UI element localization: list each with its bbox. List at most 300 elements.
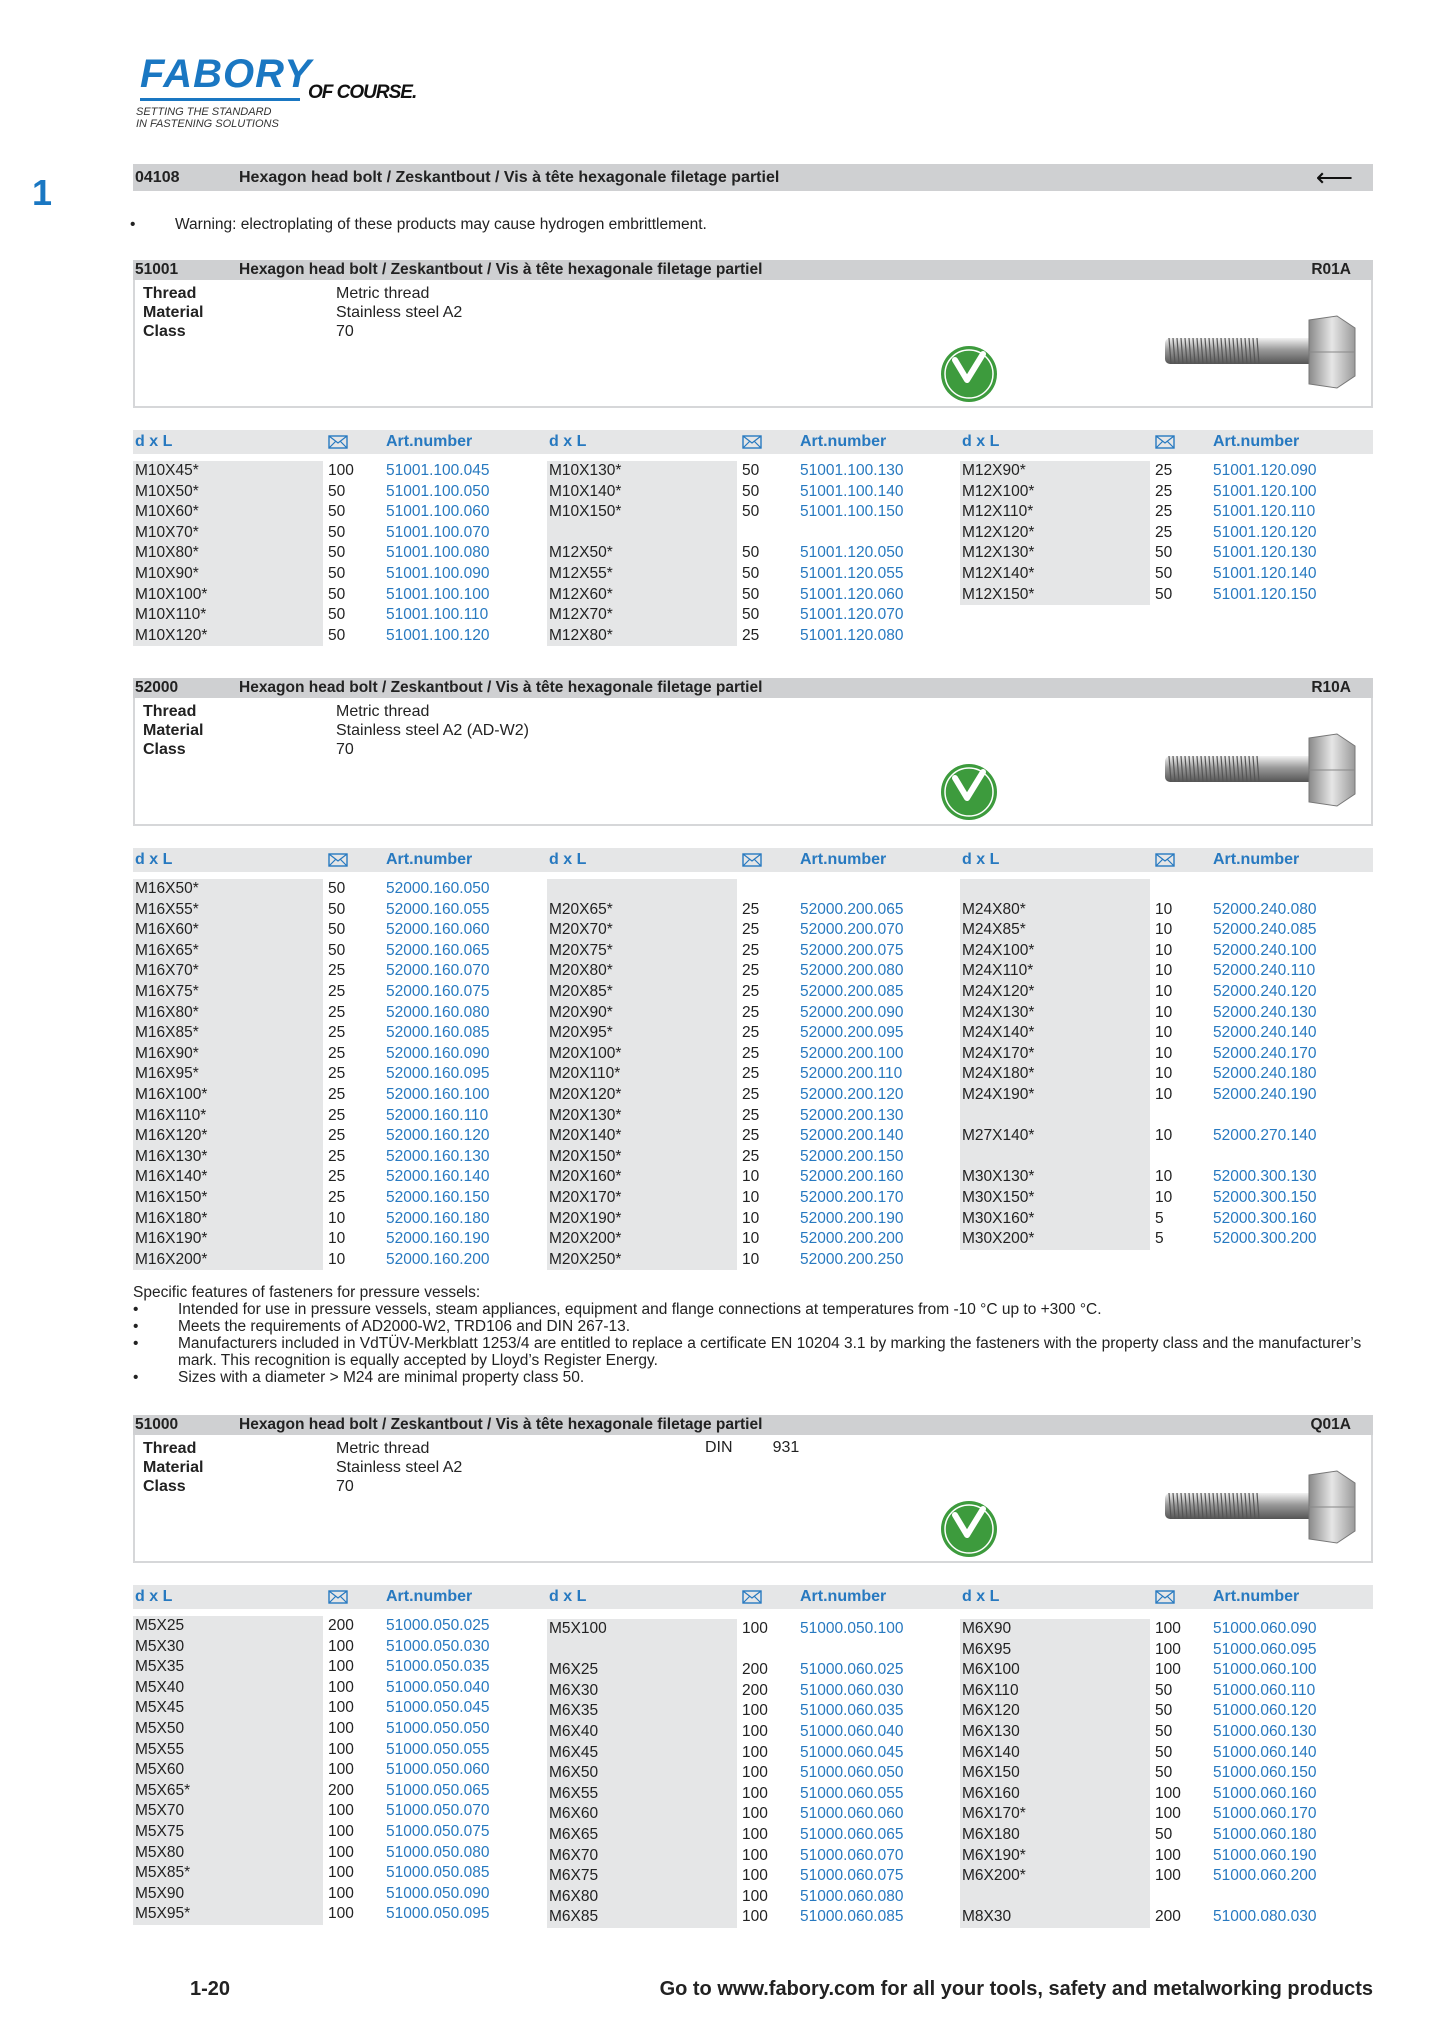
table-row — [960, 1825, 1360, 1846]
article-number-link[interactable]: 51000.060.160 — [1213, 1784, 1317, 1802]
article-number-link[interactable]: 52000.200.070 — [800, 921, 904, 939]
size-dxl: M10X60* — [135, 503, 199, 521]
size-dxl: M6X30 — [549, 1681, 599, 1699]
table-row — [133, 1126, 533, 1147]
size-dxl: M5X25 — [135, 1617, 185, 1634]
article-number-link[interactable]: 51001.120.110 — [1213, 503, 1316, 521]
pack-quantity: 50 — [1155, 585, 1173, 603]
envelope-icon — [742, 435, 762, 449]
pack-quantity: 100 — [328, 1699, 354, 1717]
article-number-link[interactable]: 51001.100.045 — [386, 462, 490, 479]
size-dxl: M12X70* — [549, 606, 613, 624]
article-number-link[interactable]: 52000.200.170 — [800, 1188, 904, 1206]
article-number-link[interactable]: 51001.100.100 — [386, 585, 490, 603]
size-dxl: M16X90* — [135, 1044, 199, 1062]
article-number-link[interactable]: 52000.200.110 — [800, 1065, 903, 1083]
article-number-link[interactable]: 52000.270.140 — [1213, 1127, 1317, 1145]
article-number-link[interactable]: 52000.240.170 — [1213, 1044, 1317, 1062]
pack-quantity: 100 — [1155, 1661, 1181, 1679]
column-header-dxl: d x L — [549, 1588, 587, 1605]
article-number-link[interactable]: 52000.200.085 — [800, 982, 904, 1000]
logo-tagline — [136, 106, 279, 130]
article-number-link[interactable]: 51001.120.130 — [1213, 544, 1317, 562]
article-number-link[interactable]: 51000.050.090 — [386, 1884, 490, 1902]
article-number-link[interactable]: 52000.200.150 — [800, 1147, 904, 1165]
table-row — [960, 1660, 1360, 1681]
size-dxl: M12X60* — [549, 585, 613, 603]
article-number-link[interactable]: 52000.160.080 — [386, 1003, 490, 1021]
size-dxl: M6X25 — [549, 1661, 599, 1679]
article-number-link[interactable]: 52000.200.130 — [800, 1106, 904, 1124]
table-row — [960, 900, 1360, 921]
article-number-link[interactable]: 52000.160.140 — [386, 1168, 490, 1186]
article-number-link[interactable]: 51000.060.090 — [1213, 1620, 1317, 1637]
column-header-dxl: d x L — [962, 1588, 1000, 1605]
article-number-link[interactable]: 52000.160.060 — [386, 921, 490, 939]
size-dxl: M16X50* — [135, 880, 199, 897]
article-number-link[interactable]: 51001.120.100 — [1213, 482, 1317, 500]
size-dxl: M24X180* — [962, 1065, 1035, 1083]
product-spec-box — [133, 1435, 1373, 1563]
table-row — [547, 1064, 947, 1085]
article-number-link[interactable]: 52000.200.160 — [800, 1168, 904, 1186]
size-dxl: M12X150* — [962, 585, 1035, 603]
size-dxl: M6X150 — [962, 1764, 1020, 1782]
bullet-icon: • — [133, 1335, 139, 1352]
feature-item: • Manufacturers included in VdTÜV-Merkblatt 1253/4 are entitled to replace a certificate EN 10204 3.1 by marking the fasteners with the property class and the manufacturer’s mark. This recognition is equally accepted by Lloyd’s Register Energy. — [133, 1335, 1362, 1369]
article-number-link[interactable]: 52000.240.100 — [1213, 941, 1317, 959]
table-row — [133, 1023, 533, 1044]
pack-quantity: 100 — [328, 1802, 354, 1820]
column-header-dxl: d x L — [135, 433, 173, 450]
article-number-link[interactable]: 51000.050.055 — [386, 1740, 490, 1758]
table-column-headers — [133, 848, 1373, 872]
pack-quantity: 10 — [742, 1230, 760, 1248]
pack-quantity: 100 — [742, 1702, 768, 1720]
article-number-link[interactable]: 51000.060.095 — [1213, 1640, 1317, 1658]
table-row — [133, 1698, 533, 1719]
size-dxl: M10X100* — [135, 585, 208, 603]
article-number-link[interactable]: 52000.200.250 — [800, 1250, 904, 1268]
size-dxl: M24X85* — [962, 921, 1026, 939]
article-number-link[interactable]: 51000.060.055 — [800, 1784, 904, 1802]
pack-quantity: 200 — [1155, 1908, 1181, 1926]
article-number-link[interactable]: 52000.200.090 — [800, 1003, 904, 1021]
article-number-link[interactable]: 52000.160.055 — [386, 900, 490, 918]
article-number-link[interactable]: 51000.050.100 — [800, 1620, 904, 1637]
pack-quantity: 25 — [328, 1024, 346, 1042]
article-number-link[interactable]: 51000.060.025 — [800, 1661, 904, 1679]
table-row — [547, 1188, 947, 1209]
size-dxl: M20X170* — [549, 1188, 622, 1206]
article-number-link[interactable]: 52000.240.180 — [1213, 1065, 1317, 1083]
envelope-icon — [328, 853, 348, 867]
article-number-link[interactable]: 51001.120.060 — [800, 585, 904, 603]
table-row — [133, 1106, 533, 1127]
article-number-link[interactable]: 51000.060.050 — [800, 1764, 904, 1782]
pack-quantity: 100 — [742, 1846, 768, 1864]
article-number-link[interactable]: 52000.240.120 — [1213, 982, 1317, 1000]
product-table-column — [133, 1616, 533, 1925]
article-number-link[interactable]: 52000.240.130 — [1213, 1003, 1317, 1021]
article-number-link[interactable]: 51000.060.060 — [800, 1805, 904, 1823]
article-number-link[interactable]: 51001.100.080 — [386, 544, 490, 562]
article-number-link[interactable]: 52000.160.120 — [386, 1127, 490, 1145]
article-number-link[interactable]: 52000.200.065 — [800, 900, 904, 918]
size-dxl: M16X55* — [135, 900, 199, 918]
article-number-link[interactable]: 51001.100.120 — [386, 626, 490, 644]
column-header-art: Art.number — [1213, 433, 1300, 450]
article-number-link[interactable]: 51000.060.130 — [1213, 1722, 1317, 1740]
pack-quantity: 100 — [328, 1637, 354, 1655]
product-properties — [143, 284, 462, 341]
article-number-link[interactable]: 52000.240.080 — [1213, 900, 1317, 918]
size-dxl: M16X95* — [135, 1065, 199, 1083]
article-number-link[interactable]: 52000.160.130 — [386, 1147, 490, 1165]
article-number-link[interactable]: 51001.120.070 — [800, 606, 904, 624]
property-value: Metric thread — [336, 1440, 430, 1457]
article-number-link[interactable]: 52000.300.160 — [1213, 1209, 1317, 1227]
size-dxl: M16X110* — [135, 1106, 207, 1124]
table-row — [547, 1619, 947, 1640]
table-row — [960, 1188, 1360, 1209]
article-number-link[interactable]: 51001.120.055 — [800, 564, 904, 582]
pack-quantity: 50 — [328, 941, 346, 959]
product-code: 52000 — [135, 679, 179, 696]
article-number-link[interactable]: 51000.060.120 — [1213, 1702, 1317, 1720]
article-number-link[interactable]: 52000.160.190 — [386, 1230, 490, 1248]
article-number-link[interactable]: 51001.100.050 — [386, 482, 490, 500]
table-row — [133, 564, 533, 585]
size-dxl: M6X60 — [549, 1805, 599, 1823]
product-table-column — [547, 461, 947, 646]
column-header-dxl: d x L — [962, 433, 1000, 450]
product-header — [133, 260, 1373, 280]
article-number-link[interactable]: 52000.160.090 — [386, 1044, 490, 1062]
size-dxl: M12X55* — [549, 564, 613, 582]
article-number-link[interactable]: 52000.160.085 — [386, 1024, 490, 1042]
size-dxl: M6X70 — [549, 1846, 599, 1864]
article-number-link[interactable]: 51000.060.045 — [800, 1743, 904, 1761]
article-number-link[interactable]: 51000.050.045 — [386, 1699, 490, 1717]
size-dxl: M6X100 — [962, 1661, 1020, 1679]
article-number-link[interactable]: 51000.050.075 — [386, 1822, 490, 1840]
size-dxl: M20X100* — [549, 1044, 622, 1062]
article-number-link[interactable]: 52000.240.085 — [1213, 921, 1317, 939]
pack-quantity: 10 — [1155, 982, 1173, 1000]
article-number-link[interactable]: 52000.160.200 — [386, 1250, 490, 1268]
article-number-link[interactable]: 52000.160.110 — [386, 1106, 489, 1124]
article-number-link[interactable]: 52000.160.180 — [386, 1209, 490, 1227]
article-number-link[interactable]: 52000.200.200 — [800, 1230, 904, 1248]
pack-quantity: 50 — [328, 544, 346, 562]
table-row — [547, 1003, 947, 1024]
pack-quantity: 50 — [328, 900, 346, 918]
property-label: Class — [143, 323, 186, 340]
din-label: DIN — [705, 1439, 733, 1456]
property-row — [143, 702, 529, 721]
table-row — [547, 1106, 947, 1127]
article-number-link[interactable]: 51000.060.070 — [800, 1846, 904, 1864]
table-row — [133, 900, 533, 921]
size-dxl: M30X150* — [962, 1188, 1035, 1206]
arrow-left-icon[interactable]: ⟵ — [1315, 162, 1353, 192]
table-row — [960, 1023, 1360, 1044]
pack-quantity: 25 — [328, 1168, 346, 1186]
article-number-link[interactable]: 51001.100.140 — [800, 482, 904, 500]
article-number-link[interactable]: 51001.120.120 — [1213, 523, 1317, 541]
size-dxl: M6X85 — [549, 1908, 599, 1926]
article-number-link[interactable]: 52000.160.100 — [386, 1085, 490, 1103]
property-row — [143, 303, 462, 322]
article-number-link[interactable]: 52000.200.075 — [800, 941, 904, 959]
article-number-link[interactable]: 52000.160.065 — [386, 941, 490, 959]
article-number-link[interactable]: 51000.060.035 — [800, 1702, 904, 1720]
article-number-link[interactable]: 52000.200.190 — [800, 1209, 904, 1227]
table-row — [547, 543, 947, 564]
pack-quantity: 50 — [742, 482, 760, 500]
property-label: Thread — [143, 703, 197, 720]
pack-quantity: 50 — [1155, 544, 1173, 562]
pack-quantity: 100 — [328, 1658, 354, 1676]
article-number-link[interactable]: 51000.050.080 — [386, 1843, 490, 1861]
product-spec-box — [133, 280, 1373, 408]
size-dxl: M20X150* — [549, 1147, 622, 1165]
pack-quantity: 10 — [1155, 1127, 1173, 1145]
rohs-badge-icon — [939, 1499, 999, 1559]
table-row — [133, 1250, 533, 1271]
column-header-dxl: d x L — [549, 433, 587, 450]
column-header-art: Art.number — [386, 851, 473, 868]
table-row — [133, 1904, 533, 1925]
pack-quantity: 50 — [742, 544, 760, 562]
article-number-link[interactable]: 51001.120.090 — [1213, 462, 1317, 479]
size-dxl: M10X90* — [135, 564, 199, 582]
table-row — [960, 523, 1360, 544]
size-dxl: M5X95* — [135, 1905, 191, 1923]
article-number-link[interactable]: 52000.160.070 — [386, 962, 490, 980]
article-number-link[interactable]: 51000.060.110 — [1213, 1681, 1316, 1699]
property-value: Metric thread — [336, 703, 430, 720]
article-number-link[interactable]: 51000.050.025 — [386, 1617, 490, 1634]
article-number-link[interactable]: 51001.120.050 — [800, 544, 904, 562]
article-number-link[interactable]: 51000.060.080 — [800, 1887, 904, 1905]
pack-quantity: 25 — [742, 941, 760, 959]
article-number-link[interactable]: 51001.100.090 — [386, 564, 490, 582]
article-number-link[interactable]: 51001.100.060 — [386, 503, 490, 521]
size-dxl: M20X120* — [549, 1085, 622, 1103]
article-number-link[interactable]: 52000.300.150 — [1213, 1188, 1317, 1206]
size-dxl: M20X110* — [549, 1065, 621, 1083]
pack-quantity: 50 — [1155, 1764, 1173, 1782]
size-dxl: M24X140* — [962, 1024, 1035, 1042]
article-number-link[interactable]: 51000.050.095 — [386, 1905, 490, 1923]
article-number-link[interactable]: 51000.050.050 — [386, 1719, 490, 1737]
size-dxl: M20X65* — [549, 900, 613, 918]
size-dxl: M6X50 — [549, 1764, 599, 1782]
features-heading: Specific features of fasteners for pressure vessels: — [133, 1284, 481, 1301]
pack-quantity: 50 — [1155, 1722, 1173, 1740]
size-dxl: M10X45* — [135, 462, 199, 479]
article-number-link[interactable]: 52000.200.100 — [800, 1044, 904, 1062]
column-header-dxl: d x L — [549, 851, 587, 868]
article-number-link[interactable]: 51000.050.030 — [386, 1637, 490, 1655]
pack-quantity: 50 — [328, 880, 346, 897]
pack-quantity: 25 — [742, 626, 760, 644]
size-dxl: M12X110* — [962, 503, 1034, 521]
article-number-link[interactable]: 52000.200.120 — [800, 1085, 904, 1103]
table-row — [547, 1085, 947, 1106]
article-number-link[interactable]: 51000.060.100 — [1213, 1661, 1317, 1679]
article-number-link[interactable]: 52000.160.095 — [386, 1065, 490, 1083]
warning-note — [130, 216, 707, 234]
tagline-line-1: SETTING THE STANDARD — [136, 106, 272, 118]
envelope-icon — [742, 1590, 762, 1604]
article-number-link[interactable]: 51000.050.070 — [386, 1802, 490, 1820]
article-number-link[interactable]: 51000.060.030 — [800, 1681, 904, 1699]
article-number-link[interactable]: 52000.200.095 — [800, 1024, 904, 1042]
article-number-link[interactable]: 52000.300.130 — [1213, 1168, 1317, 1186]
size-dxl: M10X120* — [135, 626, 208, 644]
table-row — [547, 1209, 947, 1230]
table-row — [133, 1188, 533, 1209]
size-dxl: M30X130* — [962, 1168, 1035, 1186]
article-number-link[interactable]: 52000.160.075 — [386, 982, 490, 1000]
pack-quantity: 50 — [328, 564, 346, 582]
hex-bolt-image — [1159, 312, 1359, 392]
article-number-link[interactable]: 51001.120.140 — [1213, 564, 1317, 582]
pack-quantity: 100 — [1155, 1846, 1181, 1864]
column-header-art: Art.number — [1213, 1588, 1300, 1605]
article-number-link[interactable]: 51000.060.085 — [800, 1908, 904, 1926]
size-dxl: M16X200* — [135, 1250, 208, 1268]
pack-quantity: 100 — [328, 1761, 354, 1779]
pack-quantity: 100 — [1155, 1640, 1181, 1658]
pack-quantity: 10 — [1155, 1188, 1173, 1206]
article-number-link[interactable]: 51000.060.040 — [800, 1722, 904, 1740]
article-number-link[interactable]: 52000.240.110 — [1213, 962, 1316, 980]
pack-quantity: 25 — [328, 1065, 346, 1083]
article-number-link[interactable]: 51001.100.150 — [800, 503, 904, 521]
size-dxl: M16X190* — [135, 1230, 208, 1248]
size-dxl: M5X100 — [549, 1620, 607, 1637]
table-row — [133, 585, 533, 606]
article-number-link[interactable]: 51000.050.085 — [386, 1864, 490, 1882]
table-row — [547, 461, 947, 482]
hex-bolt-image — [1159, 1467, 1359, 1547]
article-number-link[interactable]: 51001.100.070 — [386, 523, 490, 541]
size-dxl: M5X65* — [135, 1781, 191, 1799]
table-row — [960, 1681, 1360, 1702]
table-row — [547, 585, 947, 606]
table-row — [960, 1167, 1360, 1188]
pack-quantity: 10 — [742, 1168, 760, 1186]
pack-quantity: 25 — [328, 1106, 346, 1124]
article-number-link[interactable]: 52000.200.080 — [800, 962, 904, 980]
pack-quantity: 100 — [742, 1722, 768, 1740]
size-dxl: M6X95 — [962, 1640, 1012, 1658]
property-label: Class — [143, 741, 186, 758]
table-row — [133, 1147, 533, 1168]
article-number-link[interactable]: 52000.160.050 — [386, 880, 490, 897]
pack-quantity: 100 — [742, 1764, 768, 1782]
article-number-link[interactable]: 51000.060.075 — [800, 1867, 904, 1885]
pack-quantity: 25 — [1155, 482, 1173, 500]
article-number-link[interactable]: 51001.120.080 — [800, 626, 904, 644]
article-number-link[interactable]: 51000.060.190 — [1213, 1846, 1317, 1864]
article-number-link[interactable]: 51000.060.200 — [1213, 1867, 1317, 1885]
article-number-link[interactable]: 51000.060.170 — [1213, 1805, 1317, 1823]
table-row — [133, 961, 533, 982]
table-row — [547, 502, 947, 523]
product-ref: R10A — [1311, 679, 1351, 696]
size-dxl: M16X60* — [135, 921, 199, 939]
article-number-link[interactable]: 52000.240.140 — [1213, 1024, 1317, 1042]
size-dxl: M20X95* — [549, 1024, 613, 1042]
article-number-link[interactable]: 52000.240.190 — [1213, 1085, 1317, 1103]
article-number-link[interactable]: 52000.200.140 — [800, 1127, 904, 1145]
pack-quantity: 10 — [1155, 962, 1173, 980]
size-dxl: M6X120 — [962, 1702, 1020, 1720]
table-row — [547, 1044, 947, 1065]
article-number-link[interactable]: 51000.050.040 — [386, 1678, 490, 1696]
pack-quantity: 50 — [1155, 1743, 1173, 1761]
size-dxl: M5X60 — [135, 1761, 185, 1779]
property-value: 70 — [336, 741, 354, 758]
article-number-link[interactable]: 51001.100.110 — [386, 606, 489, 624]
article-number-link[interactable]: 51000.050.065 — [386, 1781, 490, 1799]
size-dxl: M30X200* — [962, 1230, 1035, 1248]
article-number-link[interactable]: 51000.060.140 — [1213, 1743, 1317, 1761]
article-number-link[interactable]: 51001.100.130 — [800, 462, 904, 479]
pack-quantity: 100 — [328, 1843, 354, 1861]
size-dxl: M10X110* — [135, 606, 207, 624]
article-number-link[interactable]: 52000.300.200 — [1213, 1230, 1317, 1248]
table-row — [960, 1064, 1360, 1085]
article-number-link[interactable]: 51000.060.065 — [800, 1825, 904, 1843]
size-dxl: M16X80* — [135, 1003, 199, 1021]
pack-quantity: 5 — [1155, 1230, 1164, 1248]
pack-quantity: 10 — [1155, 900, 1173, 918]
pack-quantity: 25 — [328, 962, 346, 980]
pack-quantity: 10 — [1155, 1168, 1173, 1186]
size-dxl: M10X80* — [135, 544, 199, 562]
size-dxl: M6X55 — [549, 1784, 599, 1802]
tagline-line-2: IN FASTENING SOLUTIONS — [136, 118, 279, 130]
property-value: Stainless steel A2 — [336, 304, 463, 321]
pack-quantity: 100 — [328, 1822, 354, 1840]
article-number-link[interactable]: 51000.060.150 — [1213, 1764, 1317, 1782]
table-row — [547, 1763, 947, 1784]
article-number-link[interactable]: 51000.060.180 — [1213, 1825, 1317, 1843]
table-row — [547, 523, 947, 544]
article-number-link[interactable]: 51000.080.030 — [1213, 1908, 1317, 1926]
size-dxl: M20X70* — [549, 921, 613, 939]
product-ref: Q01A — [1310, 1416, 1351, 1433]
product-title: Hexagon head bolt / Zeskantbout / Vis à tête hexagonale filetage partiel — [239, 679, 763, 696]
size-dxl: M16X150* — [135, 1188, 208, 1206]
table-row — [960, 1763, 1360, 1784]
article-number-link[interactable]: 51000.050.035 — [386, 1658, 490, 1676]
size-dxl: M5X50 — [135, 1719, 185, 1737]
size-dxl: M20X200* — [549, 1230, 622, 1248]
pack-quantity: 100 — [742, 1805, 768, 1823]
article-number-link[interactable]: 51001.120.150 — [1213, 585, 1317, 603]
pack-quantity: 10 — [328, 1230, 346, 1248]
article-number-link[interactable]: 51000.050.060 — [386, 1761, 490, 1779]
article-number-link[interactable]: 52000.160.150 — [386, 1188, 490, 1206]
table-row — [960, 941, 1360, 962]
